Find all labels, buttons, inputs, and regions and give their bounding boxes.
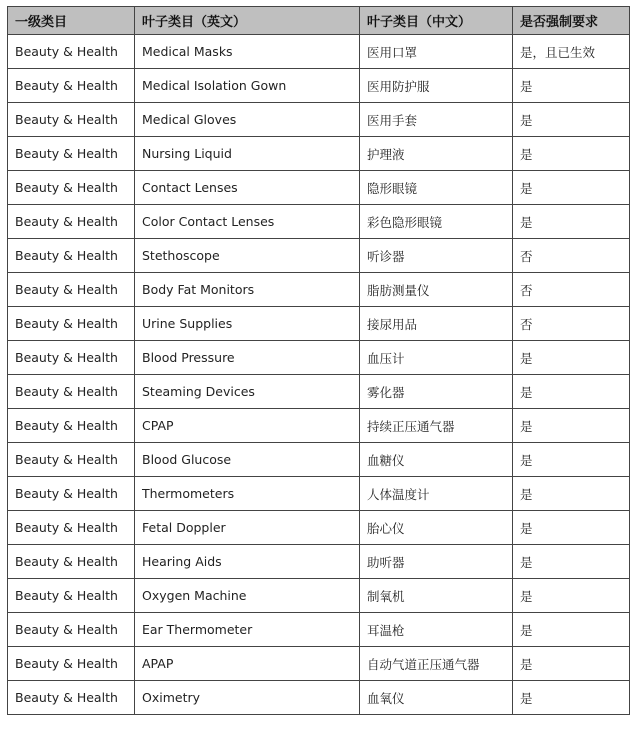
mandatory-requirement-cell: 否 — [513, 307, 630, 341]
category-requirements-table — [7, 6, 630, 715]
header-leaf-category-chinese: 叶子类目（中文） — [360, 7, 513, 35]
primary-category-cell: Beauty & Health — [8, 239, 135, 273]
table-row — [8, 307, 630, 341]
table-row — [8, 443, 630, 477]
table-row — [8, 375, 630, 409]
table-row — [8, 171, 630, 205]
mandatory-requirement-cell: 是 — [513, 443, 630, 477]
leaf-category-english-cell: Stethoscope — [135, 239, 360, 273]
leaf-category-english-cell: Blood Pressure — [135, 341, 360, 375]
mandatory-requirement-cell: 是，且已生效 — [513, 35, 630, 69]
header-primary-category: 一级类目 — [8, 7, 135, 35]
primary-category-cell: Beauty & Health — [8, 341, 135, 375]
leaf-category-english-cell: Hearing Aids — [135, 545, 360, 579]
leaf-category-english-cell: Steaming Devices — [135, 375, 360, 409]
mandatory-requirement-cell: 是 — [513, 681, 630, 715]
leaf-category-chinese-cell: 雾化器 — [360, 375, 513, 409]
primary-category-cell: Beauty & Health — [8, 205, 135, 239]
leaf-category-english-cell: Medical Isolation Gown — [135, 69, 360, 103]
leaf-category-english-cell: Medical Masks — [135, 35, 360, 69]
primary-category-cell: Beauty & Health — [8, 35, 135, 69]
mandatory-requirement-cell: 是 — [513, 137, 630, 171]
primary-category-cell: Beauty & Health — [8, 511, 135, 545]
leaf-category-chinese-cell: 自动气道正压通气器 — [360, 647, 513, 681]
leaf-category-chinese-cell: 血氧仪 — [360, 681, 513, 715]
leaf-category-english-cell: APAP — [135, 647, 360, 681]
table-row — [8, 579, 630, 613]
primary-category-cell: Beauty & Health — [8, 375, 135, 409]
header-mandatory-requirement: 是否强制要求 — [513, 7, 630, 35]
leaf-category-chinese-cell: 助听器 — [360, 545, 513, 579]
leaf-category-chinese-cell: 隐形眼镜 — [360, 171, 513, 205]
mandatory-requirement-cell: 是 — [513, 511, 630, 545]
table-row — [8, 35, 630, 69]
mandatory-requirement-cell: 是 — [513, 103, 630, 137]
primary-category-cell: Beauty & Health — [8, 545, 135, 579]
mandatory-requirement-cell: 是 — [513, 579, 630, 613]
leaf-category-chinese-cell: 护理液 — [360, 137, 513, 171]
mandatory-requirement-cell: 是 — [513, 171, 630, 205]
mandatory-requirement-cell: 是 — [513, 69, 630, 103]
leaf-category-chinese-cell: 人体温度计 — [360, 477, 513, 511]
leaf-category-english-cell: Body Fat Monitors — [135, 273, 360, 307]
table-row — [8, 341, 630, 375]
table-row — [8, 511, 630, 545]
leaf-category-english-cell: Ear Thermometer — [135, 613, 360, 647]
leaf-category-chinese-cell: 持续正压通气器 — [360, 409, 513, 443]
table-header — [8, 7, 630, 35]
primary-category-cell: Beauty & Health — [8, 137, 135, 171]
primary-category-cell: Beauty & Health — [8, 69, 135, 103]
primary-category-cell: Beauty & Health — [8, 613, 135, 647]
mandatory-requirement-cell: 否 — [513, 239, 630, 273]
primary-category-cell: Beauty & Health — [8, 647, 135, 681]
primary-category-cell: Beauty & Health — [8, 103, 135, 137]
leaf-category-chinese-cell: 医用防护服 — [360, 69, 513, 103]
leaf-category-chinese-cell: 彩色隐形眼镜 — [360, 205, 513, 239]
table-row — [8, 205, 630, 239]
header-row — [8, 7, 630, 35]
leaf-category-chinese-cell: 血压计 — [360, 341, 513, 375]
primary-category-cell: Beauty & Health — [8, 273, 135, 307]
leaf-category-chinese-cell: 血糖仪 — [360, 443, 513, 477]
header-leaf-category-english: 叶子类目（英文） — [135, 7, 360, 35]
table-row — [8, 545, 630, 579]
leaf-category-chinese-cell: 脂肪测量仪 — [360, 273, 513, 307]
table-row — [8, 647, 630, 681]
leaf-category-english-cell: CPAP — [135, 409, 360, 443]
primary-category-cell: Beauty & Health — [8, 477, 135, 511]
leaf-category-english-cell: Nursing Liquid — [135, 137, 360, 171]
leaf-category-chinese-cell: 医用口罩 — [360, 35, 513, 69]
mandatory-requirement-cell: 是 — [513, 545, 630, 579]
leaf-category-english-cell: Blood Glucose — [135, 443, 360, 477]
leaf-category-english-cell: Oximetry — [135, 681, 360, 715]
table-row — [8, 239, 630, 273]
leaf-category-english-cell: Medical Gloves — [135, 103, 360, 137]
mandatory-requirement-cell: 是 — [513, 375, 630, 409]
leaf-category-chinese-cell: 耳温枪 — [360, 613, 513, 647]
leaf-category-chinese-cell: 医用手套 — [360, 103, 513, 137]
table-row — [8, 137, 630, 171]
table-body — [8, 35, 630, 715]
primary-category-cell: Beauty & Health — [8, 579, 135, 613]
leaf-category-chinese-cell: 接尿用品 — [360, 307, 513, 341]
leaf-category-chinese-cell: 听诊器 — [360, 239, 513, 273]
table-row — [8, 409, 630, 443]
table-row — [8, 613, 630, 647]
mandatory-requirement-cell: 是 — [513, 205, 630, 239]
table-row — [8, 103, 630, 137]
mandatory-requirement-cell: 否 — [513, 273, 630, 307]
primary-category-cell: Beauty & Health — [8, 409, 135, 443]
leaf-category-english-cell: Urine Supplies — [135, 307, 360, 341]
leaf-category-english-cell: Contact Lenses — [135, 171, 360, 205]
mandatory-requirement-cell: 是 — [513, 477, 630, 511]
primary-category-cell: Beauty & Health — [8, 307, 135, 341]
mandatory-requirement-cell: 是 — [513, 341, 630, 375]
leaf-category-chinese-cell: 胎心仪 — [360, 511, 513, 545]
table-row — [8, 681, 630, 715]
leaf-category-english-cell: Color Contact Lenses — [135, 205, 360, 239]
table-row — [8, 477, 630, 511]
mandatory-requirement-cell: 是 — [513, 647, 630, 681]
mandatory-requirement-cell: 是 — [513, 409, 630, 443]
table-row — [8, 69, 630, 103]
primary-category-cell: Beauty & Health — [8, 681, 135, 715]
leaf-category-english-cell: Thermometers — [135, 477, 360, 511]
leaf-category-english-cell: Fetal Doppler — [135, 511, 360, 545]
leaf-category-english-cell: Oxygen Machine — [135, 579, 360, 613]
primary-category-cell: Beauty & Health — [8, 171, 135, 205]
mandatory-requirement-cell: 是 — [513, 613, 630, 647]
table-row — [8, 273, 630, 307]
leaf-category-chinese-cell: 制氧机 — [360, 579, 513, 613]
primary-category-cell: Beauty & Health — [8, 443, 135, 477]
